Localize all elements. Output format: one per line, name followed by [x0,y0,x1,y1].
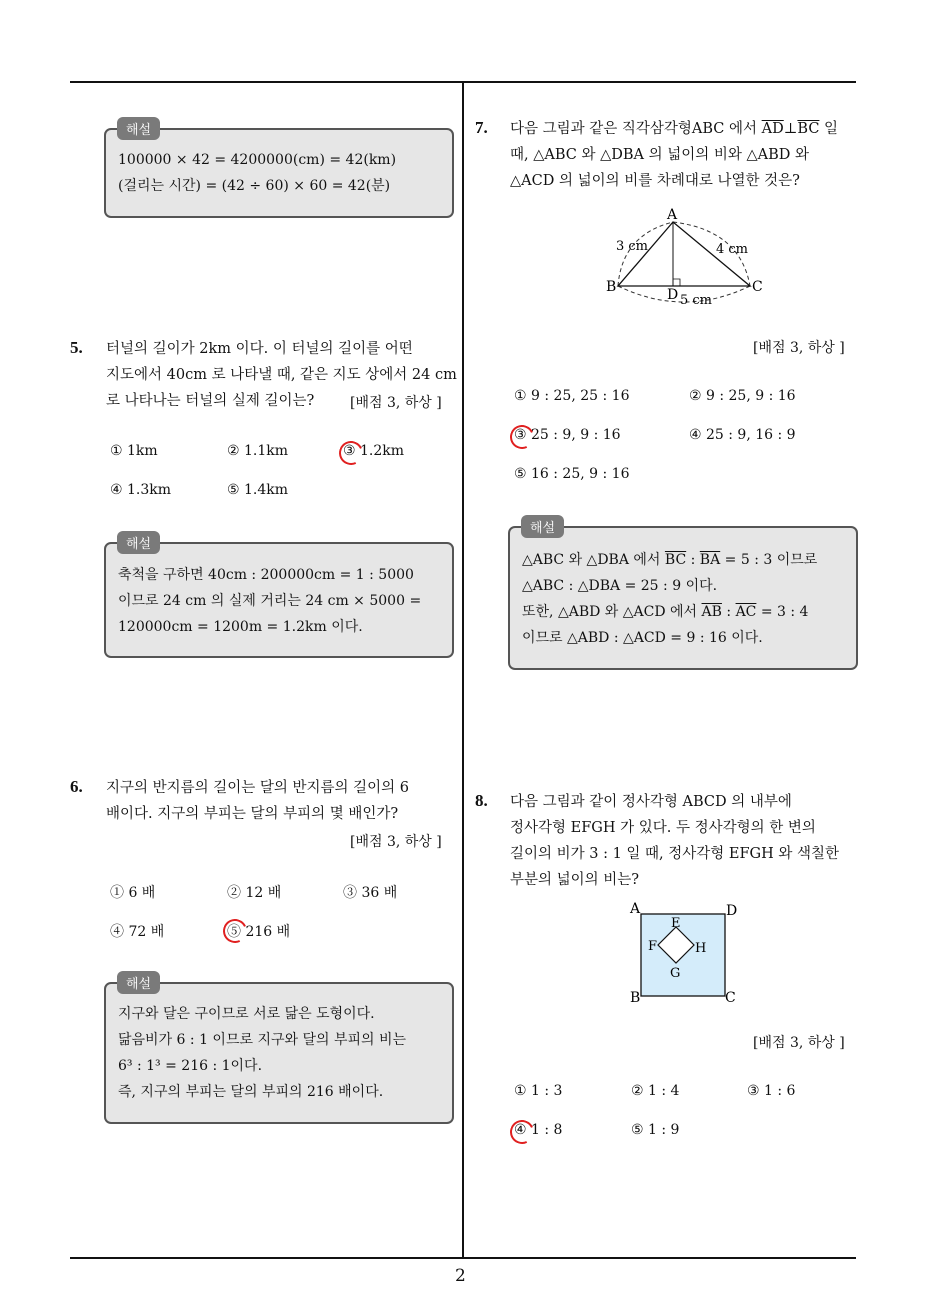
q5-choice-3[interactable]: ③ 1.2km [343,443,405,459]
sol-text: 또한, △ABD 와 △ACD 에서 [522,604,702,620]
q6-grade: [배점 3, 하상 ] [350,834,442,850]
q7-solution-body [522,547,817,651]
q5-solution-box [104,542,454,658]
solution-line: 이므로 △ABD : △ACD = 9 : 16 이다. [522,630,763,646]
question-line: 때, △ABC 와 △DBA 의 넓이의 비와 △ABD 와 [510,147,809,163]
segment-ba: $\overline{BA}$ [699,552,721,568]
question-line [510,116,838,142]
q5-grade: [배점 3, 하상 ] [350,395,442,411]
q7-choice-1[interactable]: ① 9 : 25, 25 : 16 [514,388,630,404]
q7-solution-tag: 해설 [521,515,564,538]
question-line: 로 나타나는 터널의 실제 길이는? [106,393,315,409]
segment-ac: $\overline{AC}$ [735,604,757,620]
q6-solution-tag: 해설 [117,971,160,994]
q7-choice-2[interactable]: ② 9 : 25, 9 : 16 [689,388,796,404]
q4-solution-tag: 해설 [117,117,160,140]
q8-choice-3[interactable]: ③ 1 : 6 [747,1083,796,1099]
label-b: B [606,279,617,295]
question-line: 정사각형 EFGH 가 있다. 두 정사각형의 한 변의 [510,820,816,836]
label-e: E [671,916,681,931]
question-line: 부분의 넓이의 비는? [510,872,640,888]
q6-choice-1[interactable]: ① 6 배 [110,885,156,901]
question-line: 다음 그림과 같이 정사각형 ABCD 의 내부에 [510,794,792,810]
solution-line: 축척을 구하면 40cm : 200000cm = 1 : 5000 [118,567,414,583]
label-f: F [648,939,658,954]
label-d: D [726,903,738,919]
q5-choice-4[interactable]: ④ 1.3km [110,482,172,498]
question-line: 터널의 길이가 2km 이다. 이 터널의 길이를 어떤 [106,341,413,357]
q6-solution-box [104,982,454,1124]
solution-line [522,599,817,625]
q5-solution-tag: 해설 [117,531,160,554]
page-number: 2 [455,1266,466,1286]
label-c: C [725,990,736,1006]
segment-ab: $\overline{AB}$ [701,604,722,620]
label-g: G [670,966,681,981]
q5-choice-2[interactable]: ② 1.1km [227,443,289,459]
q6-choice-2[interactable]: ② 12 배 [227,885,282,901]
solution-line: (걸리는 시간) = (42 ÷ 60) × 60 = 42(분) [118,178,391,194]
q7-choice-4[interactable]: ④ 25 : 9, 16 : 9 [689,427,796,443]
sol-text: : [686,552,700,568]
solution-line [522,547,817,573]
q7-number: 7. [475,118,488,137]
label-bc-length: 5 cm [680,293,713,308]
sol-text: : [721,604,736,620]
label-b: B [630,990,641,1006]
sol-text: = 3 : 4 [756,604,809,620]
label-c: C [752,279,763,295]
label-h: H [695,941,707,956]
label-a: A [667,207,678,223]
solution-line: 이므로 24 cm 의 실제 거리는 24 cm × 5000 = [118,593,422,609]
q5-number: 5. [70,338,83,357]
q7-grade: [배점 3, 하상 ] [753,340,845,356]
q4-solution-body [118,147,396,199]
label-ab-length: 3 cm [616,239,649,254]
q6-choice-3[interactable]: ③ 36 배 [343,885,398,901]
question-line: 지도에서 40cm 로 나타낼 때, 같은 지도 상에서 24 cm [106,367,457,383]
q7-choice-5[interactable]: ⑤ 16 : 25, 9 : 16 [514,466,630,482]
q7-line1-post: 일 [819,121,839,137]
q7-text [510,116,838,194]
solution-line: 6³ : 1³ = 216 : 1이다. [118,1058,263,1074]
question-line: 지구의 반지름의 길이는 달의 반지름의 길이의 6 [106,780,410,796]
q6-text [106,775,409,827]
q6-solution-body [118,1001,406,1105]
label-d: D [667,287,679,303]
q6-choice-5[interactable]: ⑤ 216 배 [227,924,291,940]
perp-symbol: ⊥ [783,121,798,137]
question-line: △ACD 의 넓이의 비를 차례대로 나열한 것은? [510,173,800,189]
q8-text [510,789,839,893]
solution-line: 닮음비가 6 : 1 이므로 지구와 달의 부피의 비는 [118,1032,407,1048]
q6-number: 6. [70,777,83,796]
q8-choice-1[interactable]: ① 1 : 3 [514,1083,563,1099]
q8-choice-4[interactable]: ④ 1 : 8 [514,1122,563,1138]
q6-choice-4[interactable]: ④ 72 배 [110,924,165,940]
q7-choice-3[interactable]: ③ 25 : 9, 9 : 16 [514,427,621,443]
question-line: 배이다. 지구의 부피는 달의 부피의 몇 배인가? [106,806,399,822]
label-a: A [630,901,641,917]
q8-number: 8. [475,791,488,810]
question-line: 길이의 비가 3 : 1 일 때, 정사각형 EFGH 와 색칠한 [510,846,840,862]
segment-ad: $\overline{AD}$ [761,121,784,137]
solution-line: 100000 × 42 = 4200000(cm) = 42(km) [118,152,397,168]
sol-text: = 5 : 3 이므로 [720,552,818,568]
q7-triangle-figure [600,200,780,315]
q7-line1-pre: 다음 그림과 같은 직각삼각형ABC 에서 [510,121,762,137]
q4-solution-box [104,128,454,218]
bottom-rule [70,1257,856,1259]
q5-choice-1[interactable]: ① 1km [110,443,158,459]
column-divider [462,83,464,1259]
solution-line: △ABC : △DBA = 25 : 9 이다. [522,578,718,594]
solution-line: 지구와 달은 구이므로 서로 닮은 도형이다. [118,1006,375,1022]
q8-choice-2[interactable]: ② 1 : 4 [631,1083,680,1099]
segment-bc: $\overline{BC}$ [664,552,687,568]
q5-choice-5[interactable]: ⑤ 1.4km [227,482,289,498]
q7-solution-box [508,526,858,670]
solution-line: 120000cm = 1200m = 1.2km 이다. [118,619,363,635]
segment-bc: $\overline{BC}$ [797,121,820,137]
q8-choice-5[interactable]: ⑤ 1 : 9 [631,1122,680,1138]
sol-text: △ABC 와 △DBA 에서 [522,552,665,568]
right-angle-mark [673,279,680,286]
q5-solution-body [118,562,421,640]
label-ac-length: 4 cm [716,242,749,257]
solution-line: 즉, 지구의 부피는 달의 부피의 216 배이다. [118,1084,384,1100]
q8-square-figure [622,898,746,1008]
q8-grade: [배점 3, 하상 ] [753,1035,845,1051]
